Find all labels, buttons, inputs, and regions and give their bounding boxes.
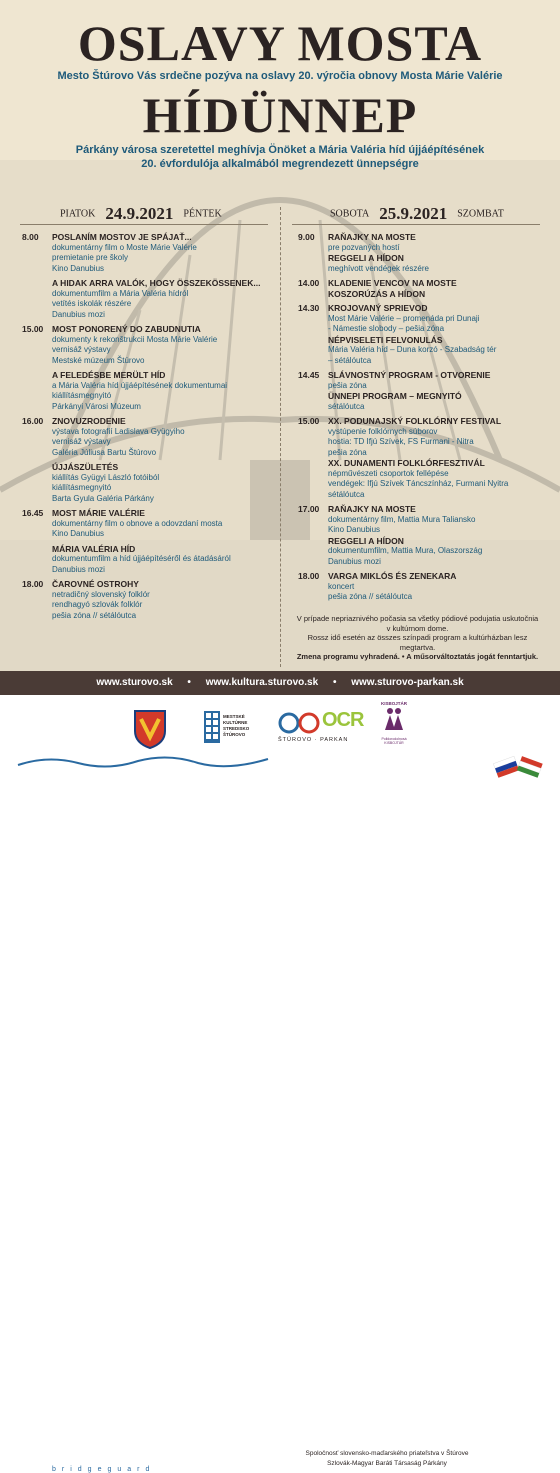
event-info: koncert (328, 581, 355, 591)
event-info: rendhagyó szlovák folklór (52, 600, 143, 609)
day-date: 25.9.2021 (379, 204, 448, 223)
title-hu: HÍDÜNNEP (142, 87, 418, 143)
program-event (22, 324, 272, 366)
event-time: 15.00 (298, 416, 320, 426)
event-info: meghívott vendégek részére (328, 263, 429, 273)
saturday-program (298, 232, 548, 607)
event-info: pešia zóna // sétálóutca (52, 610, 137, 620)
note-hu: Rossz idő esetén az összes színpadi program a kultúrházban lesz megtartva. (307, 633, 528, 652)
event-info: Galéria Júliusa Bartu Štúrovo (52, 447, 157, 457)
event-details (328, 416, 548, 500)
event-title: KROJOVANÝ SPRIEVOD (328, 303, 428, 313)
event-info: – sétálóutca (328, 355, 372, 365)
friday-program (22, 232, 272, 625)
event-info: dokumentárny film, Mattia Mura Taliansko (328, 514, 476, 524)
event-info: Danubius mozi (52, 564, 105, 574)
link-sturovo-parkan[interactable]: www.sturovo-parkan.sk (351, 677, 464, 688)
mkss-grid-icon (204, 711, 220, 743)
day-name-sk: SOBOTA (330, 208, 370, 220)
event-info: vetítés iskolák részére (52, 299, 132, 308)
day-date: 24.9.2021 (105, 204, 174, 223)
event-info: Párkányi Városi Múzeum (52, 401, 141, 411)
event-info: hostia: TD Ifjú Szívek, FS Furmani - Nitra (328, 437, 474, 446)
ocr-logo (278, 709, 362, 749)
event-info: sétálóutca (328, 489, 365, 499)
event-time: 14.00 (298, 278, 320, 288)
event-title: REGGELI A HÍDON (328, 535, 404, 546)
event-details (328, 504, 548, 567)
event-title: POSLANÍM MOSTOV JE SPÁJAŤ... (52, 232, 192, 242)
event-title: VARGA MIKLÓS ÉS ZENEKARA (328, 571, 457, 581)
program-event (22, 544, 272, 576)
event-title: ÜNNEPI PROGRAM – MEGNYITÓ (328, 391, 462, 401)
subtitle-hu-line: 20. évfordulója alkalmából megrendezett ünnepségre (141, 158, 419, 170)
event-time: 16.00 (22, 416, 44, 426)
link-sturovo[interactable]: www.sturovo.sk (96, 677, 173, 688)
partner-line: Spoločnosť slovensko-maďarského priateľstva v Štúrove (305, 1450, 469, 1457)
event-info: sétálóutca (328, 401, 365, 411)
divider-line (20, 224, 268, 225)
event-info: dokumentárny film o obnove a odovzdaní mosta (52, 518, 223, 528)
day-header-friday (60, 204, 222, 224)
link-kultura[interactable]: www.kultura.sturovo.sk (205, 677, 319, 688)
event-info: pešia zóna (328, 447, 367, 457)
event-title: RAŇAJKY NA MOSTE (328, 504, 416, 514)
program-event (298, 232, 548, 274)
event-title: ZNOVUZRODENIE (52, 416, 126, 426)
event-title: ÚJJÁSZÜLETÉS (52, 462, 119, 472)
event-time: 17.00 (298, 504, 320, 514)
event-info: dokumentumfilm, Mattia Mura, Olaszország (328, 546, 483, 555)
program-event (298, 416, 548, 500)
event-details (52, 416, 272, 458)
mkss-text: KULTÚRNE (223, 720, 248, 725)
event-details (52, 370, 272, 412)
event-info: népművészeti csoportok fellépése (328, 468, 449, 478)
sk-hu-flags-icon (494, 751, 544, 781)
folk-dancers-icon (382, 706, 406, 732)
mkss-text: MESTSKÉ (223, 714, 245, 719)
event-title: XX. PODUNAJSKÝ FOLKLÓRNY FESTIVAL (328, 416, 502, 426)
event-title: KOSZORÚZÁS A HÍDON (328, 288, 426, 299)
note-sk: V prípade nepriaznivého počasia sa všetky pódiové podujatia uskutočnia v kultúrnom dome. (296, 614, 539, 633)
event-details (328, 571, 548, 603)
program-notes (295, 614, 540, 662)
event-time: 8.00 (22, 232, 39, 242)
day-name-hu: PÉNTEK (183, 208, 222, 220)
subtitle-hu (0, 143, 560, 171)
event-info: Kino Danubius (52, 263, 105, 273)
event-title: MÁRIA VALÉRIA HÍD (52, 543, 136, 554)
bridgeguard-wordmark: bridgeguard (52, 1466, 156, 1473)
bridgeguard-wave-icon (18, 751, 268, 773)
event-time: 18.00 (22, 579, 44, 589)
event-details (52, 278, 272, 320)
program-event (22, 508, 272, 540)
mkss-text: STREDISKO (223, 726, 250, 731)
link-separator: • (187, 677, 191, 688)
day-header-saturday (330, 204, 504, 224)
program-event (22, 416, 272, 458)
event-info: Kino Danubius (328, 525, 381, 534)
event-time: 16.45 (22, 508, 44, 518)
program-event (22, 579, 272, 621)
divider-line (292, 224, 540, 225)
event-info: Danubius mozi (328, 556, 381, 566)
event-title: NÉPVISELETI FELVONULÁS (328, 334, 443, 345)
event-info: vernisáž výstavy (52, 437, 111, 446)
day-name-sk: PIATOK (60, 208, 96, 220)
event-time: 15.00 (22, 324, 44, 334)
event-details (52, 324, 272, 366)
event-info: vernisáž výstavy (52, 345, 111, 354)
event-details (328, 232, 548, 274)
partner-society (292, 1449, 482, 1469)
event-title: RAŇAJKY NA MOSTE (328, 232, 416, 242)
event-details (52, 232, 272, 274)
event-time: 18.00 (298, 571, 320, 581)
kisbojtar-bottom: Polldorodolnosá KISBOJTÁR (381, 737, 407, 745)
event-info: Mária Valéria híd – Duna korzó - Szabadság tér (328, 345, 497, 354)
event-info: Barta Gyula Galéria Párkány (52, 493, 154, 503)
event-info: kiállításmegnyitó (52, 391, 112, 400)
link-separator: • (332, 677, 337, 688)
subtitle-sk: Mesto Štúrovo Vás srdečne pozýva na oslavy 20. výročia obnovy Mosta Márie Valérie (57, 70, 503, 82)
event-info: dokumentárny film o Moste Márie Valérie (52, 242, 197, 252)
event-title: REGGELI A HÍDON (328, 253, 404, 263)
event-info: dokumentumfilm a híd újjáépítéséről és átadásáról (52, 554, 231, 563)
ocr-circles-icon (278, 711, 322, 735)
program-event (298, 370, 548, 412)
event-info: Most Márie Valérie – promenáda pri Dunaji (328, 313, 480, 323)
subtitle-hu-line: Párkány városa szeretettel meghívja Önöket a Mária Valéria híd újjáépítésének (75, 144, 485, 156)
event-info: výstava fotografií Ladislava Gyügyiho (52, 426, 185, 436)
event-info: netradičný slovenský folklór (52, 589, 150, 599)
note-change: Zmena programu vyhradená. • A műsorváltoztatás jogát fenntartjuk. (296, 652, 539, 661)
event-details (328, 303, 548, 366)
kisbojtar-top: KISBOJTÁR (380, 701, 407, 706)
ocr-letters: OCR (322, 709, 364, 731)
event-info: - Námestie slobody – pešia zóna (328, 324, 445, 333)
event-details (52, 544, 272, 576)
event-details (52, 579, 272, 621)
program-event (22, 370, 272, 412)
event-title: XX. DUNAMENTI FOLKLÓRFESZTIVÁL (328, 458, 485, 468)
program-event (298, 278, 548, 299)
ocr-caption: ŠTÚROVO · PARKAN (278, 737, 349, 743)
event-info: premietanie pre školy (52, 253, 129, 262)
program-event (22, 462, 272, 504)
event-info: pešia zóna (328, 380, 367, 390)
event-info: Mestské múzeum Štúrovo (52, 355, 145, 365)
title-sk: OSLAVY MOSTA (77, 15, 483, 71)
event-info: a Mária Valéria híd újjáépítésének dokumentumai (52, 380, 228, 390)
column-separator (280, 207, 281, 667)
event-title: A FELEDÉSBE MERÜLT HÍD (52, 370, 166, 380)
event-title: SLÁVNOSTNÝ PROGRAM - OTVORENIE (328, 370, 491, 380)
event-info: vendégek: Ifjú Szívek Táncszínház, Furmani Nyitra (328, 479, 509, 488)
sturovo-coat-of-arms-icon (133, 709, 167, 749)
event-title: MOST MÁRIE VALÉRIE (52, 508, 145, 518)
event-info: Danubius mozi (52, 309, 105, 319)
event-title: ČAROVNÉ OSTROHY (52, 579, 139, 589)
event-title: KLADENIE VENCOV NA MOSTE (328, 278, 457, 288)
event-time: 14.30 (298, 303, 320, 313)
event-info: kiállításmegnyitó (52, 483, 112, 492)
event-info: Kino Danubius (52, 529, 105, 538)
event-info: vystúpenie folklórnych súborov (328, 426, 438, 436)
event-info: pešia zóna // sétálóutca (328, 592, 413, 601)
event-title: MOST PONORENÝ DO ZABUDNUTIA (52, 324, 201, 334)
mkss-logo (204, 709, 264, 745)
event-title: A HIDAK ARRA VALÓK, HOGY ÖSSZEKÖSSENEK... (52, 278, 261, 288)
event-details (328, 370, 548, 412)
day-name-hu: SZOMBAT (457, 208, 504, 220)
event-details (52, 508, 272, 540)
event-info: dokumentumfilm a Mária Valéria hídról (52, 288, 189, 298)
event-details (52, 462, 272, 504)
program-event (298, 571, 548, 603)
event-info: dokumenty k rekonštrukcii Mosta Márie Valérie (52, 334, 218, 344)
website-links-bar (0, 671, 560, 695)
event-details (328, 278, 548, 299)
event-time: 9.00 (298, 232, 315, 242)
partner-line: Szlovák-Magyar Baráti Társaság Párkány (327, 1460, 447, 1467)
program-event (298, 504, 548, 567)
mkss-text: ŠTÚROVO (223, 732, 246, 737)
program-event (22, 278, 272, 320)
event-info: kiállítás Gyügyi László fotóiból (52, 472, 160, 482)
event-info: pre pozvaných hostí (328, 242, 400, 252)
program-event (22, 232, 272, 274)
program-event (298, 303, 548, 366)
event-time: 14.45 (298, 370, 320, 380)
partner-logos (0, 695, 560, 1473)
kisbojtar-logo (372, 701, 416, 749)
